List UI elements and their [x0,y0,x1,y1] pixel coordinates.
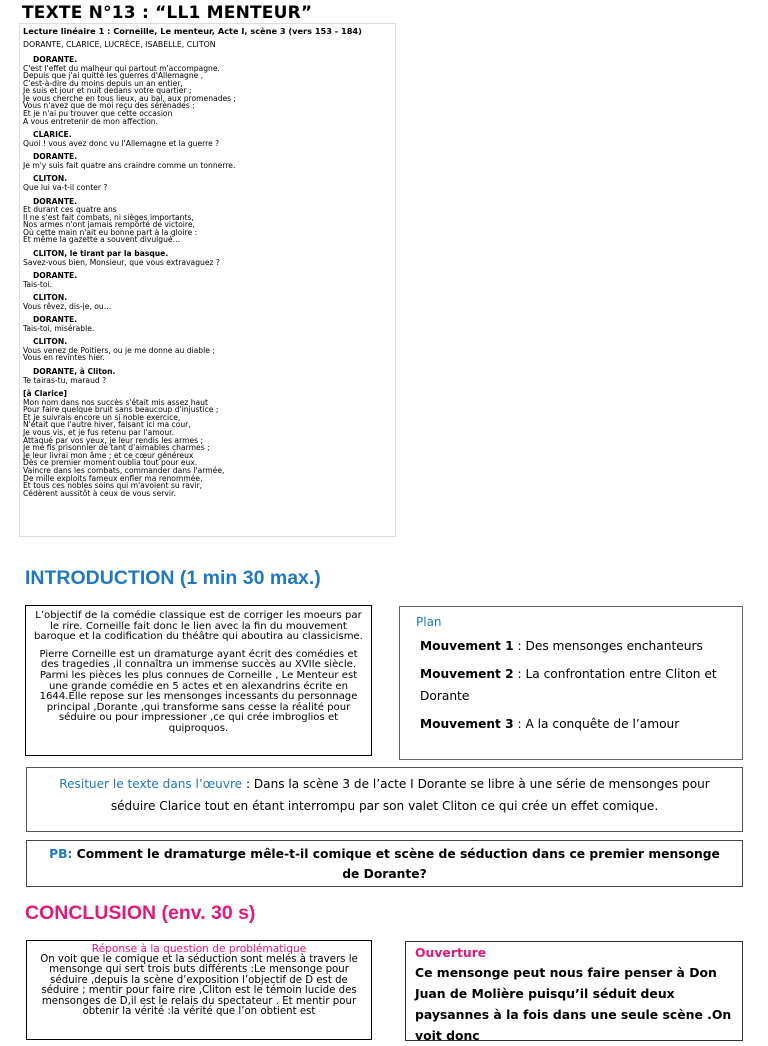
verse-line: Attaqué par vos yeux, je leur rendis les armes ; [23,435,204,445]
speech-block [23,131,395,147]
plan-title: Plan [416,615,442,629]
verse-line: C'est l'effet du malheur qui partout m'accompagne. [23,63,220,73]
verse-line: Je me fis prisonnier de tant d'aimables charmes ; [23,443,210,453]
plan-box [399,606,743,760]
verse-line: Je m'y suis fait quatre ans craindre comme un tonnerre. [23,160,236,170]
speech-block [23,390,395,497]
verse-line: Tais-toi, misérable. [23,323,95,333]
verse-line: Et je n'ai pu trouver que cette occasion [23,109,173,119]
plan-item-label: Mouvement 1 [420,639,514,653]
verse-line: Et je suivrais encore un si noble exercice, [23,412,181,422]
verse-line: De mille exploits fameux enfler ma renommée, [23,473,203,483]
verse-line: Et tous ces nobles soins qui m'avoient su ravir, [23,481,203,491]
speaker-name: DORANTE. [33,196,78,206]
verse-line: Dès ce premier moment oublia tout pour eux. [23,458,198,468]
verse-line: Savez-vous bien, Monsieur, que vous extravaguez ? [23,257,220,267]
speaker-name: CLARICE. [33,130,72,140]
verse-line: Tais-toi. [23,279,52,289]
ouverture-title: Ouverture [415,945,487,960]
speaker-name: CLITON. [33,293,68,303]
plan-item-label: Mouvement 2 [420,667,514,681]
plan-item-label: Mouvement 3 [420,717,514,731]
problematique-box [26,840,743,887]
problematique-label: PB: [49,847,73,861]
verse-line: Vous n'avez que de moi reçu des sérénades ; [23,101,195,111]
speaker-name: CLITON. [33,174,68,184]
speaker-name: DORANTE. [33,55,78,64]
speech-block [23,250,395,266]
answer-box [26,940,372,1040]
speaker-name: DORANTE. [33,152,78,162]
verse-line: Mon nom dans nos succès s'était mis assez haut [23,397,208,407]
verse-line: Vous en revîntes hier. [23,353,105,363]
verse-line: Nos armes n'ont jamais remporté de victoire, [23,220,195,230]
excerpt-header: Lecture linéaire 1 : Corneille, Le menteur, Acte I, scène 3 (vers 153 - 184) [23,26,362,36]
plan-item-text: : La confrontation entre Cliton et Dorante [420,667,717,703]
verse-line: Te tairas-tu, maraud ? [23,375,107,385]
speech-block [23,272,395,288]
plan-item-text: : A la conquête de l’amour [513,717,680,731]
speaker-name: [à Clarice] [23,389,68,399]
context-text: : Dans la scène 3 de l’acte I Dorante se libre à une série de mensonges pour séduire Clarice tout en étant interrompu par son valet Cliton ce qui crée un effet comique. [110,777,710,813]
speaker-name: CLITON, le tirant par la basque. [33,249,169,258]
verse-line: Cédèrent aussitôt à ceux de vous servir. [23,488,176,498]
excerpt-cast: DORANTE, CLARICE, LUCRÈCE, ISABELLE, CLITON [23,40,216,49]
verse-line: Vaincre dans les combats, commander dans l'armée, [23,466,225,475]
verse-line: Vous venez de Poitiers, ou je me donne au diable ; [23,345,215,355]
speech-block [23,316,395,332]
verse-line: Je leur livrai mon âme ; et ce cœur généreux [23,450,194,460]
plan-item [416,635,726,657]
verse-line: A vous entretenir de mon affection. [23,116,158,126]
speech-block [23,338,395,362]
answer-title: Réponse à la question de problématique [91,943,307,955]
speech-block [23,294,395,310]
speaker-name: CLITON. [33,337,68,347]
verse-line: N'était que l'autre hiver, faisant ici ma cour, [23,420,191,430]
intro-paragraph: L’objectif de la comédie classique est de corriger les moeurs par le rire. Corneille fait donc le lien avec la fin du mouvement baroque et la codification du théâtre qui aboutira au classicisme. [34,610,363,643]
verse-line: Depuis que j'ai quitté les guerres d'Allemagne , [23,71,204,81]
introduction-box [25,605,372,756]
speaker-name: DORANTE. [33,271,78,281]
plan-item-text: : Des mensonges enchanteurs [513,639,703,653]
speaker-name: DORANTE, à Cliton. [33,367,116,377]
speeches-list [23,56,395,497]
speech-block [23,368,395,384]
context-label: Resituer le texte dans l’œuvre [59,777,243,791]
document-title: TEXTE N°13 : “LL1 MENTEUR” [22,3,313,23]
speech-block [23,198,395,244]
verse-line: Je vous vis, et je fus retenu par l'amour. [23,428,175,438]
verse-line: Que lui va-t-il conter ? [23,182,108,192]
text-excerpt [19,23,396,537]
verse-line: Et durant ces quatre ans [23,205,117,215]
problematique-text: Comment le dramaturge mêle-t-il comique et scène de séduction dans ce premier mensonge de Dorante? [72,847,720,881]
verse-line: Pour faire quelque bruit sans beaucoup d'injustice ; [23,405,219,415]
speech-block [23,175,395,191]
intro-paragraph: Pierre Corneille est un dramaturge ayant écrit des comédies et des tragedies ,il connaîtra un immense succès au XVIIe siècle. Parmi les pièces les plus connues de Corneille , Le Menteur est une grande comédie en 5 actes et en alexandrins écrite en 1644.Elle repose sur les mensonges incessants du personnage principal ,Dorante ,qui transforme sans cesse la réalité pour séduire ou pour impressioner ,ce qui crée imbroglios et quiproquos. [39,648,358,734]
plan-item [416,713,726,735]
plan-item [416,663,726,707]
verse-line: Quoi ! vous avez donc vu l'Allemagne et la guerre ? [23,138,220,148]
speech-block [23,153,395,169]
introduction-title: INTRODUCTION (1 min 30 max.) [25,567,321,589]
speech-block [23,56,395,125]
verse-line: Je suis et jour et nuit dedans votre quartier ; [23,86,192,96]
verse-line: C'est-à-dire du moins depuis un an entier, [23,78,183,88]
ouverture-text: Ce mensonge peut nous faire penser à Don Juan de Molière puisqu’il séduit deux paysannes à la fois dans une seule scène .On voit donc [415,965,732,1043]
verse-line: Où cette main n'ait eu bonne part à la gloire : [23,227,198,237]
conclusion-title: CONCLUSION (env. 30 s) [25,902,256,924]
verse-line: Je vous cherche en tous lieux, au bal, aux promenades ; [23,93,237,103]
verse-line: Vous rêvez, dis-je, ou… [23,301,112,311]
answer-text: On voit que le comique et la séduction sont melés à travers le mensonge qui sert trois buts différents :Le mensonge pour séduire ,depuis la scène d’exposition l’objectif de D est de séduire ; mentir pour faire rire ,Cliton est le témoin lucide des mensonges de D,il est le relais du spectateur . Et mentir pour obtenir la vérité :la vérité que l’on obtient est [40,954,358,1018]
verse-line: Et même la gazette a souvent divulgué… [23,235,181,245]
verse-line: Il ne s'est fait combats, ni sièges importants, [23,212,194,222]
speaker-name: DORANTE. [33,315,78,325]
context-box [26,767,743,832]
ouverture-box [405,941,743,1041]
